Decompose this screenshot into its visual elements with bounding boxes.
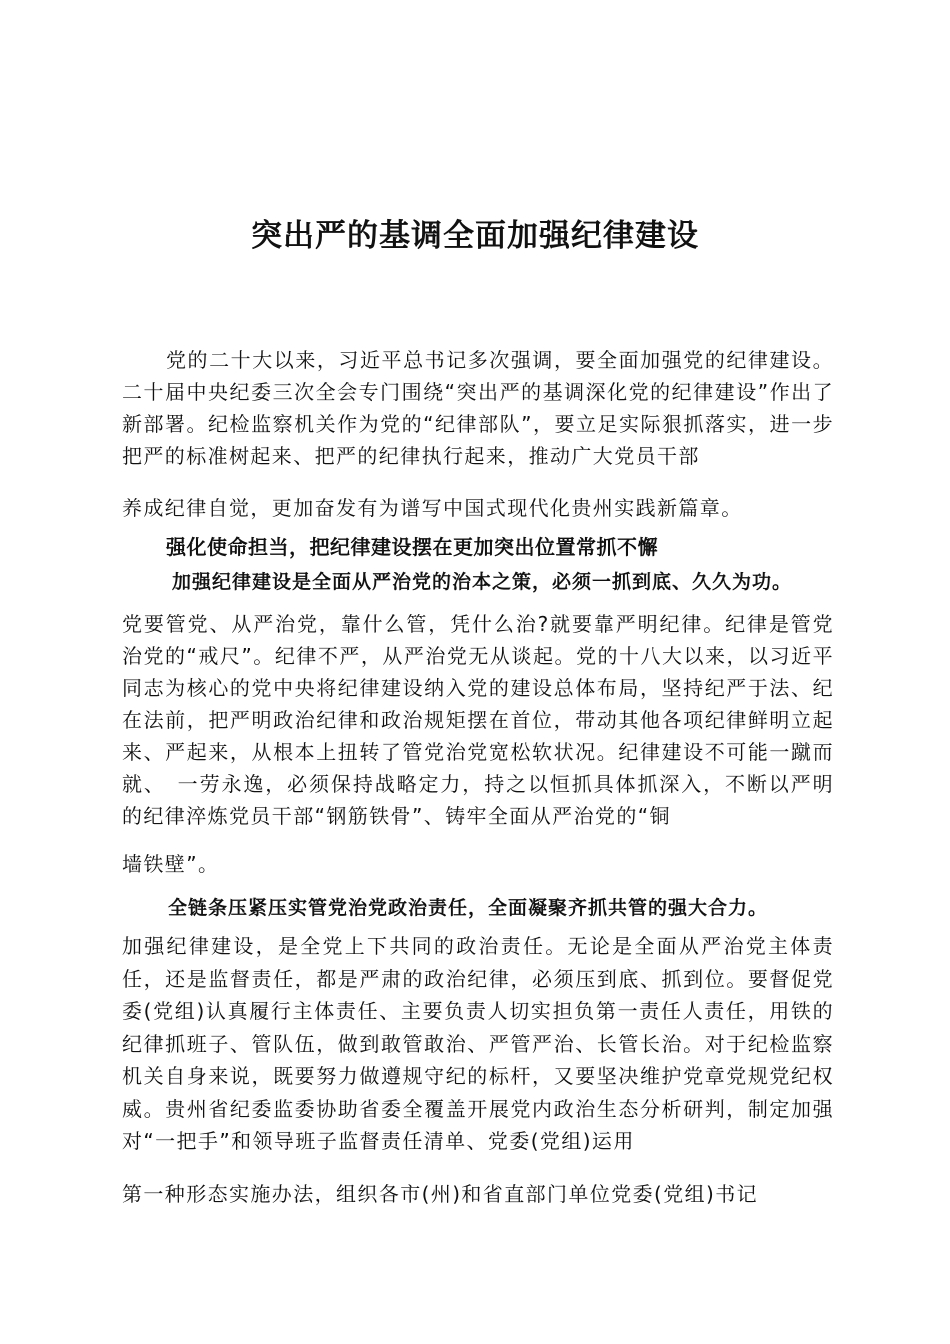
- section-paragraph-2: 加强纪律建设，是全党上下共同的政治责任。无论是全面从严治党主体责任，还是监督责任，都是严肃的政治纪律，必须压到底、抓到位。要督促党委(党组)认真履行主体责任、主要负责人切实担负第一责任人责任，用铁的纪律抓班子、管队伍，做到敢管敢治、严管严治、长管长治。对于纪检监察机关自身来说，既要努力做遵规守纪的标杆，又要坚决维护党章党规党纪权威。贵州省纪委监委协助省委全覆盖开展党内政治生态分析研判，制定加强对“一把手”和领导班子监督责任清单、党委(党组)运用: [122, 934, 834, 1153]
- section-subheading-2: 全链条压紧压实管党治党政治责任，全面凝聚齐抓共管的强大合力。: [168, 897, 769, 919]
- document-title: 突出严的基调全面加强纪律建设: [251, 218, 699, 254]
- section-subheading: 加强纪律建设是全面从严治党的治本之策，必须一抓到底、久久为功。: [172, 571, 793, 593]
- intro-paragraph-end: 养成纪律自觉，更加奋发有为谱写中国式现代化贵州实践新篇章。: [122, 496, 743, 520]
- section-heading: 强化使命担当，把纪律建设摆在更加突出位置常抓不懈: [166, 535, 658, 559]
- intro-paragraph: 党的二十大以来，习近平总书记多次强调，要全面加强党的纪律建设。二十届中央纪委三次全会专门围绕“突出严的基调深化党的纪律建设”作出了新部署。纪检监察机关作为党的“纪律部队”，要立足实际狠抓落实，进一步把严的标准树起来、把严的纪律执行起来，推动广大党员干部: [122, 348, 834, 468]
- section-paragraph-2-end: 第一种形态实施办法，组织各市(州)和省直部门单位党委(党组)书记: [122, 1182, 759, 1206]
- section-paragraph: 党要管党、从严治党，靠什么管，凭什么治?就要靠严明纪律。纪律是管党治党的“戒尺”。纪律不严，从严治党无从谈起。党的十八大以来，以习近平同志为核心的党中央将纪律建设纳入党的建设总体布局，坚持纪严于法、纪在法前，把严明政治纪律和政治规矩摆在首位，带动其他各项纪律鲜明立起来、严起来，从根本上扭转了管党治党宽松软状况。纪律建设不可能一蹴而就、 一劳永逸，必须保持战略定力，持之以恒抓具体抓深入，不断以严明的纪律淬炼党员干部“钢筋铁骨”、铸牢全面从严治党的“铜: [122, 612, 834, 828]
- section-paragraph-end: 墙铁壁”。: [122, 852, 220, 876]
